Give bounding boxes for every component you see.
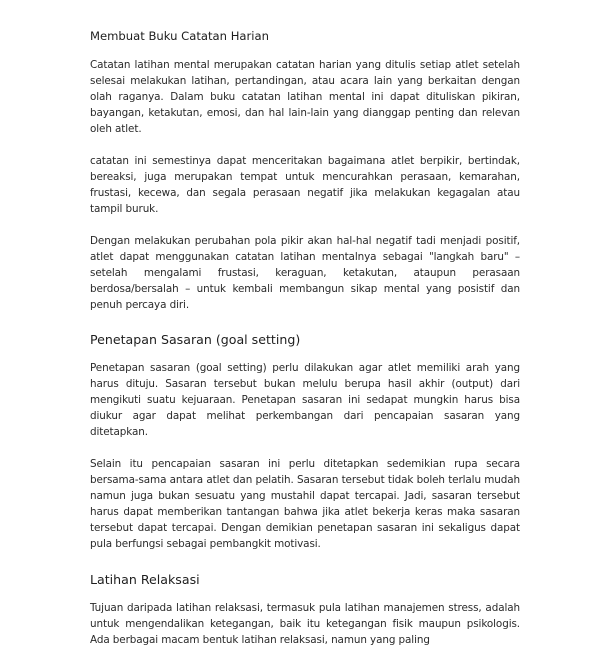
section-catatan-harian (90, 28, 520, 313)
paragraph: catatan ini semestinya dapat menceritakan bagaimana atlet berpikir, bertindak, bereaksi, juga merupakan tempat untuk mencurahkan perasaan, kemarahan, frustasi, kecewa, dan segala perasaan negatif jika melakukan kegagalan atau tampil buruk. (90, 155, 520, 215)
section-heading: Penetapan Sasaran (goal setting) (90, 332, 301, 347)
section-goal-setting (90, 332, 520, 552)
document-content (90, 28, 520, 648)
paragraph: Penetapan sasaran (goal setting) perlu dilakukan agar atlet memiliki arah yang harus dituju. Sasaran tersebut bukan melulu berupa hasil akhir (output) dari mengikuti suatu kejuaraan. Penetapan sasaran ini sedapat mungkin harus bisa diukur agar dapat melihat perkembangan dari pencapaian sasaran yang ditetapkan. (90, 362, 520, 438)
section-heading: Latihan Relaksasi (90, 572, 200, 587)
paragraph: Catatan latihan mental merupakan catatan harian yang ditulis setiap atlet setelah selesai melakukan latihan, pertandingan, atau acara lain yang berkaitan dengan olah raganya. Dalam buku catatan latihan mental ini dapat dituliskan pikiran, bayangan, ketakutan, emosi, dan hal lain-lain yang dianggap penting dan relevan oleh atlet. (90, 59, 520, 135)
section-heading: Membuat Buku Catatan Harian (90, 29, 269, 43)
paragraph: Dengan melakukan perubahan pola pikir akan hal-hal negatif tadi menjadi positif, atlet dapat menggunakan catatan latihan mentalnya sebagai "langkah baru" – setelah mengalami frustasi, keraguan, ketakutan, ataupun perasaan berdosa/bersalah – untuk kembali membangun sikap mental yang posistif dan penuh percaya diri. (90, 235, 520, 311)
paragraph: Selain itu pencapaian sasaran ini perlu ditetapkan sedemikian rupa secara bersama-sama antara atlet dan pelatih. Sasaran tersebut tidak boleh terlalu mudah namun juga bukan sesuatu yang mustahil dapat tercapai. Jadi, sasaran tersebut harus dapat memberikan tantangan bahwa jika atlet bekerja keras maka sasaran tersebut dapat tercapai. Dengan demikian penetapan sasaran ini sekaligus dapat pula berfungsi sebagai pembangkit motivasi. (90, 458, 520, 550)
section-latihan-relaksasi (90, 572, 520, 648)
paragraph: Tujuan daripada latihan relaksasi, termasuk pula latihan manajemen stress, adalah untuk mengendalikan ketegangan, baik itu ketegangan fisik maupun psikologis. Ada berbagai macam bentuk latihan relaksasi, namun yang paling (90, 602, 520, 646)
